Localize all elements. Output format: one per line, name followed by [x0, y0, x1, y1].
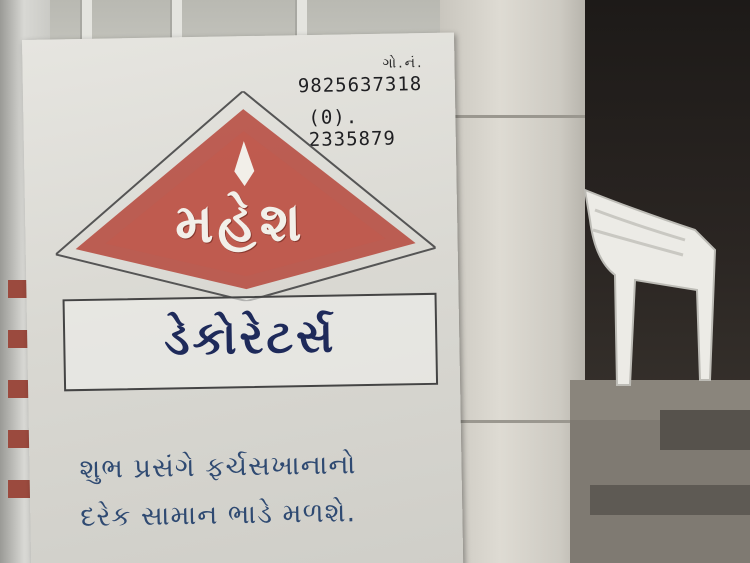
mobile-number: 9825637318 [297, 73, 423, 98]
shop-sign-board [22, 32, 463, 563]
business-type: ડેકોરેટર્સ [163, 308, 337, 366]
tagline-line-1: શુભ પ્રસંગે ફર્ચસખાનાનો [79, 449, 357, 486]
business-type-band [63, 293, 439, 392]
tagline-line-2: દરેક સામાન ભાડે મળશે. [80, 497, 357, 534]
pillar-joint [440, 115, 590, 118]
business-name: મહેશ [174, 190, 306, 256]
step-shadow [590, 485, 750, 515]
phone-label: ગો.નં. [382, 54, 424, 72]
stone-pillar [440, 0, 590, 563]
step-shadow [660, 410, 750, 450]
landline-number: (0). 2335879 [308, 106, 397, 152]
plastic-chair [575, 180, 725, 395]
pillar-joint [440, 420, 590, 423]
